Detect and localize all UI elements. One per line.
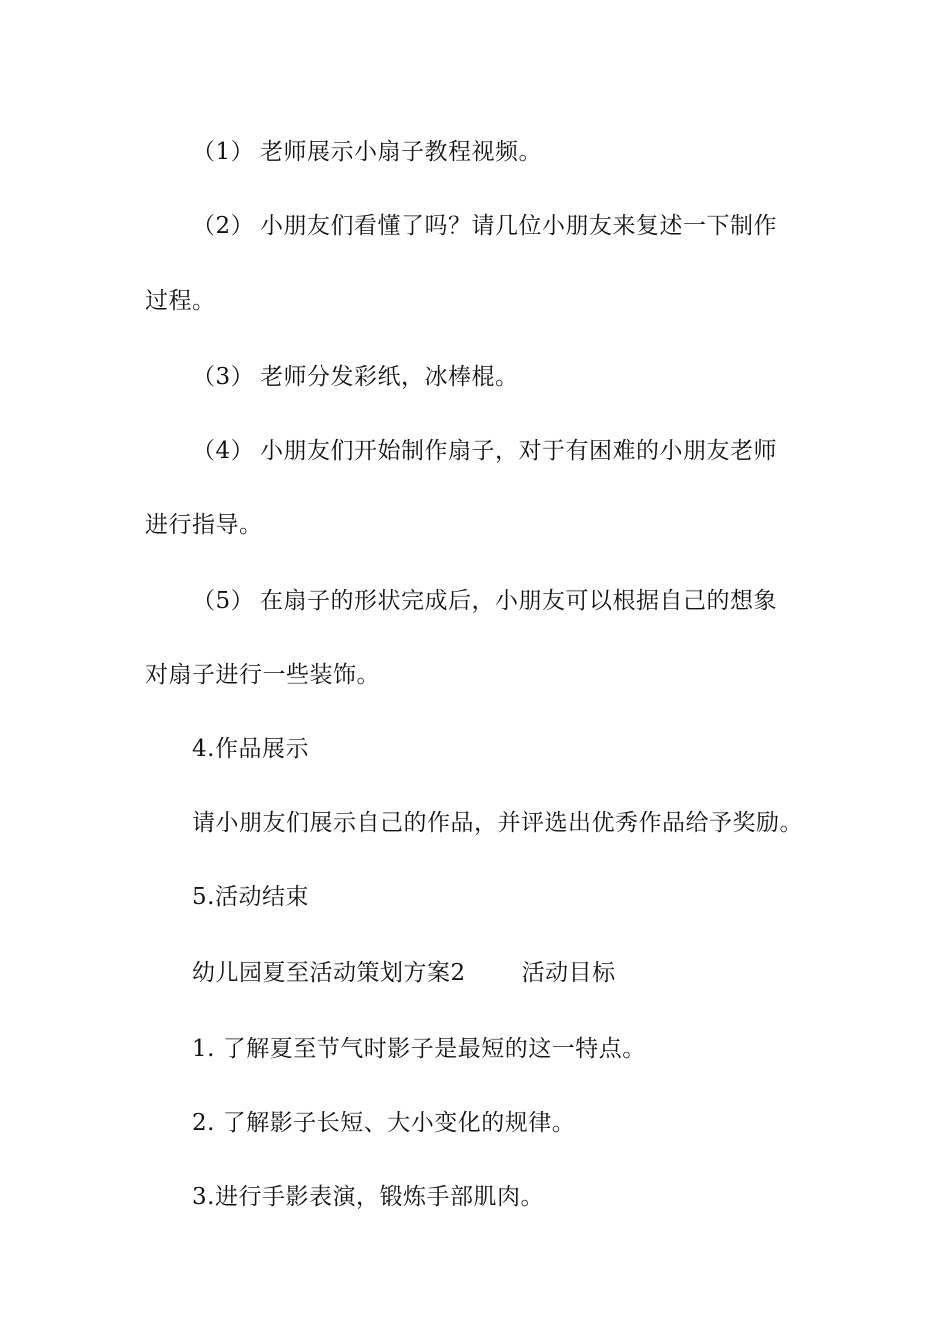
section-5-heading: 5.活动结束 xyxy=(192,884,309,910)
goal-1: 1. 了解夏至节气时影子是最短的这一特点。 xyxy=(192,1036,646,1062)
plan-2-title: 幼儿园夏至活动策划方案2 xyxy=(192,960,466,986)
step-2 xyxy=(192,211,857,241)
step-5-continuation: 对扇子进行一些装饰。 xyxy=(145,662,380,688)
step-number: （5） xyxy=(192,588,255,614)
section-4-heading: 4.作品展示 xyxy=(192,736,309,762)
step-text: 小朋友们开始制作扇子，对于有困难的小朋友老师 xyxy=(260,438,777,464)
plan-2-subtitle: 活动目标 xyxy=(521,960,616,986)
step-number: （3） xyxy=(192,364,255,390)
step-1 xyxy=(192,137,857,167)
step-number: （4） xyxy=(192,438,255,464)
step-number: （1） xyxy=(192,139,255,165)
step-text: 老师展示小扇子教程视频。 xyxy=(260,139,542,165)
step-5 xyxy=(192,586,857,616)
step-number: （2） xyxy=(192,213,255,239)
step-4-continuation: 进行指导。 xyxy=(145,512,263,538)
step-text: 小朋友们看懂了吗？请几位小朋友来复述一下制作 xyxy=(260,213,777,239)
step-2-continuation: 过程。 xyxy=(145,288,216,314)
section-4-body: 请小朋友们展示自己的作品，并评选出优秀作品给予奖励。 xyxy=(192,810,803,836)
step-text: 在扇子的形状完成后，小朋友可以根据自己的想象 xyxy=(260,588,777,614)
step-4 xyxy=(192,436,857,466)
goal-2: 2. 了解影子长短、大小变化的规律。 xyxy=(192,1110,576,1136)
plan-2-heading xyxy=(192,958,857,988)
step-3 xyxy=(192,362,857,392)
goal-3: 3.进行手影表演，锻炼手部肌肉。 xyxy=(192,1184,544,1210)
step-text: 老师分发彩纸，冰棒棍。 xyxy=(260,364,519,390)
